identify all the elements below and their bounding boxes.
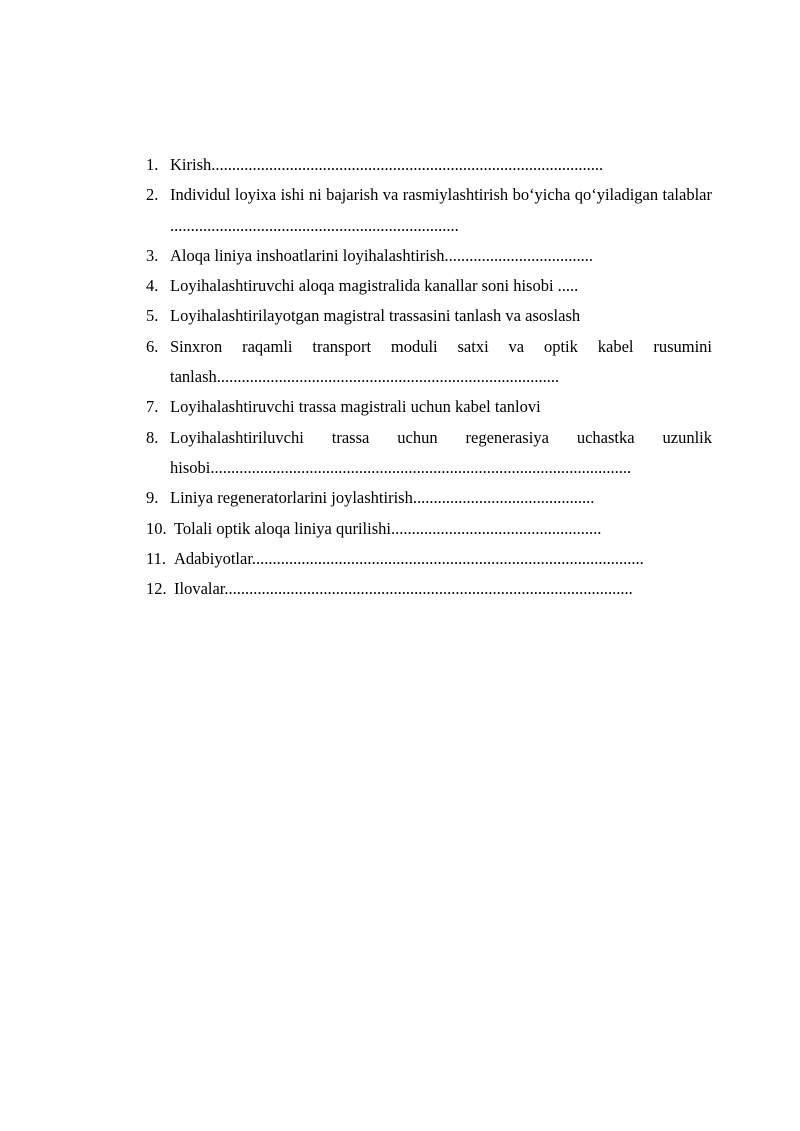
- toc-item-1: [146, 150, 712, 180]
- toc-item-number: 12.: [146, 579, 167, 599]
- toc-item-text: Loyihalashtiruvchi aloqa magistralida kanallar soni hisobi .....: [170, 276, 579, 296]
- toc-item-text: Loyihalashtiriluvchi trassa uchun regenerasiya uchastka uzunlik hisobi......................................................................................................: [170, 427, 712, 477]
- toc-item-text: Loyihalashtirilayotgan magistral trassasini tanlash va asoslash: [170, 306, 581, 326]
- toc-item-number: 3.: [146, 245, 159, 265]
- toc-item-6: [146, 332, 712, 393]
- toc-item-8: [146, 423, 712, 484]
- toc-item-12: [146, 574, 712, 604]
- toc-item-7: [146, 392, 712, 422]
- toc-item-number: 11.: [146, 548, 167, 568]
- table-of-contents: [146, 150, 712, 604]
- toc-item-number: 10.: [146, 518, 167, 538]
- toc-item-10: [146, 514, 712, 544]
- toc-item-text: Sinxron raqamli transport moduli satxi va optik kabel rusumini tanlash...................................................................................: [170, 336, 712, 387]
- toc-item-4: [146, 271, 712, 301]
- toc-item-number: 8.: [146, 427, 159, 447]
- toc-item-9: [146, 483, 712, 513]
- toc-item-text: Individul loyixa ishi ni bajarish va rasmiylashtirish bo‘yicha qo‘yiladigan talablar ......................................................................: [170, 185, 712, 235]
- toc-item-text: Loyihalashtiruvchi trassa magistrali uchun kabel tanlovi: [170, 397, 541, 417]
- toc-item-2: [146, 180, 712, 241]
- toc-item-number: 6.: [146, 336, 159, 356]
- toc-item-number: 1.: [146, 155, 159, 174]
- toc-item-number: 5.: [146, 306, 159, 326]
- toc-item-text: Tolali optik aloqa liniya qurilishi...................................................: [174, 518, 602, 538]
- toc-item-number: 9.: [146, 488, 159, 508]
- toc-item-number: 7.: [146, 397, 159, 417]
- toc-item-number: 2.: [146, 185, 159, 205]
- toc-item-number: 4.: [146, 276, 159, 296]
- toc-item-3: [146, 241, 712, 271]
- toc-item-text: Aloqa liniya inshoatlarini loyihalashtirish....................................: [170, 245, 593, 265]
- toc-item-text: Adabiyotlar...............................................................................................: [174, 548, 644, 568]
- toc-item-11: [146, 544, 712, 574]
- toc-item-text: Ilovalar...................................................................................................: [174, 579, 633, 599]
- toc-item-text: Liniya regeneratorlarini joylashtirish............................................: [170, 488, 595, 508]
- toc-item-text: Kirish...............................................................................................: [170, 155, 604, 174]
- toc-item-5: [146, 301, 712, 331]
